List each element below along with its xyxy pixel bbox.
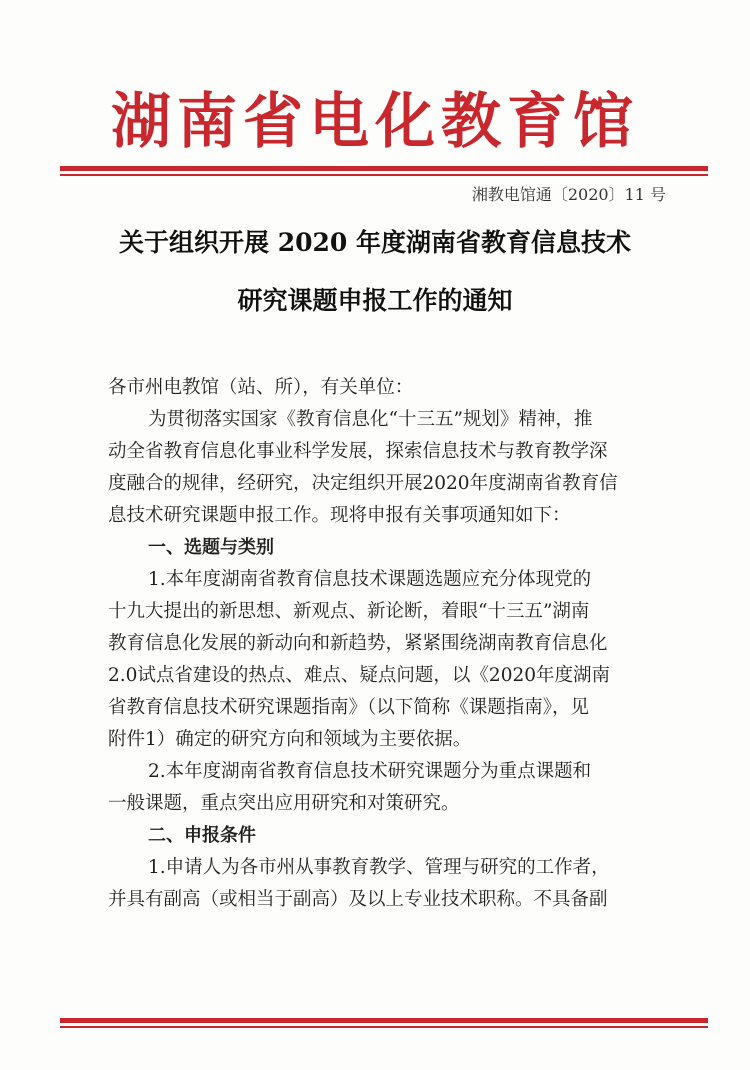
paragraph-line: 教育信息化发展的新动向和新趋势，紧紧围绕湖南教育信息化	[108, 633, 608, 654]
footer-rule-thin	[60, 1026, 708, 1028]
body-text	[108, 372, 668, 916]
paragraph-line: 2.本年度湖南省教育信息技术研究课题分为重点课题和	[148, 761, 592, 782]
addressee: 各市州电教馆（站、所），有关单位：	[108, 377, 414, 398]
paragraph-line: 为贯彻落实国家《教育信息化“十三五”规划》精神，推	[148, 409, 593, 430]
paragraph-line: 十九大提出的新思想、新观点、新论断，着眼“十三五”湖南	[108, 601, 590, 622]
document-number: 湘教电馆通〔2020〕11 号	[471, 185, 666, 204]
paragraph-line: 省教育信息技术研究课题指南》（以下简称《课题指南》，见	[108, 697, 590, 718]
paragraph-line: 并具有副高（或相当于副高）及以上专业技术职称。不具备副	[108, 889, 608, 910]
notice-title-line-1: 关于组织开展 2020 年度湖南省教育信息技术	[119, 228, 631, 257]
footer-rule-thick	[60, 1018, 708, 1023]
paragraph-line: 1.本年度湖南省教育信息技术课题选题应充分体现党的	[148, 569, 592, 590]
paragraph-line: 1.申请人为各市州从事教育教学、管理与研究的工作者，	[148, 857, 610, 878]
header-rule-thin	[60, 174, 708, 176]
paragraph-line: 度融合的规律，经研究，决定组织开展2020年度湖南省教育信	[108, 473, 618, 494]
paragraph-line: 2.0试点省建设的热点、难点、疑点问题，以《2020年度湖南	[108, 665, 611, 686]
header-rule-thick	[60, 166, 708, 171]
notice-title-line-2: 研究课题申报工作的通知	[237, 286, 513, 315]
masthead-title: 湖南省电化教育馆	[111, 87, 639, 157]
section-heading-2: 二、申报条件	[148, 825, 256, 846]
paragraph-line: 息技术研究课题申报工作。现将申报有关事项通知如下：	[108, 505, 571, 526]
paragraph-line: 动全省教育信息化事业科学发展，探索信息技术与教育教学深	[108, 441, 608, 462]
section-heading-1: 一、选题与类别	[148, 537, 274, 558]
paragraph-line: 一般课题，重点突出应用研究和对策研究。	[108, 793, 460, 814]
paragraph-line: 附件1）确定的研究方向和领域为主要依据。	[108, 729, 472, 750]
